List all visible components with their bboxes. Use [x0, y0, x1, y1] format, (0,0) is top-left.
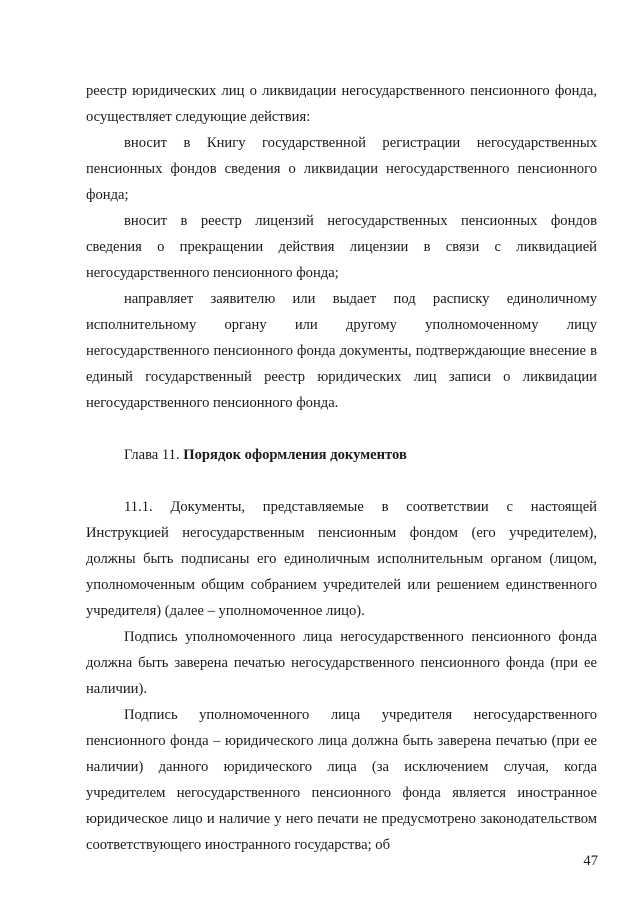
paragraph-book-registration: вносит в Книгу государственной регистрации негосударственных пенсионных фондов сведения о ликвидации негосударственного пенсионного фонда;	[86, 135, 597, 203]
page-number: 47	[583, 853, 598, 869]
chapter-heading	[86, 442, 597, 468]
chapter-title: Порядок оформления документов	[183, 447, 407, 463]
paragraph-fund-signature: Подпись уполномоченного лица негосударственного пенсионного фонда должна быть заверена печатью негосударственного пенсионного фонда (при ее наличии).	[86, 629, 597, 697]
paragraph-license-registry: вносит в реестр лицензий негосударственных пенсионных фондов сведения о прекращении действия лицензии в связи с ликвидацией негосударственного пенсионного фонда;	[86, 213, 597, 281]
document-page	[86, 78, 597, 858]
paragraph-founder-signature: Подпись уполномоченного лица учредителя негосударственного пенсионного фонда – юридического лица должна быть заверена печатью (при ее наличии) данного юридического лица (за исключением случая, когда учредителем негосударственного пенсионного фонда является иностранное юридическое лицо и наличие у него печати не предусмотрено законодательством соответствующего иностранного государства; об	[86, 707, 597, 853]
paragraph-continuation: реестр юридических лиц о ликвидации негосударственного пенсионного фонда, осуществляет следующие действия:	[86, 83, 597, 125]
paragraph-11-1: 11.1. Документы, представляемые в соответствии с настоящей Инструкцией негосударственным пенсионным фондом (его учредителем), должны быть подписаны его единоличным исполнительным органом (лицом, уполномоченным общим собранием учредителей или решением единственного учредителя) (далее – уполномоченное лицо).	[86, 499, 597, 619]
paragraph-send-documents: направляет заявителю или выдает под расписку единоличному исполнительному органу или другому уполномоченному лицу негосударственного пенсионного фонда документы, подтверждающие внесение в единый государственный реестр юридических лиц записи о ликвидации негосударственного пенсионного фонда.	[86, 291, 597, 411]
spacer	[86, 468, 597, 494]
chapter-number: Глава 11.	[124, 447, 180, 463]
spacer	[86, 416, 597, 442]
